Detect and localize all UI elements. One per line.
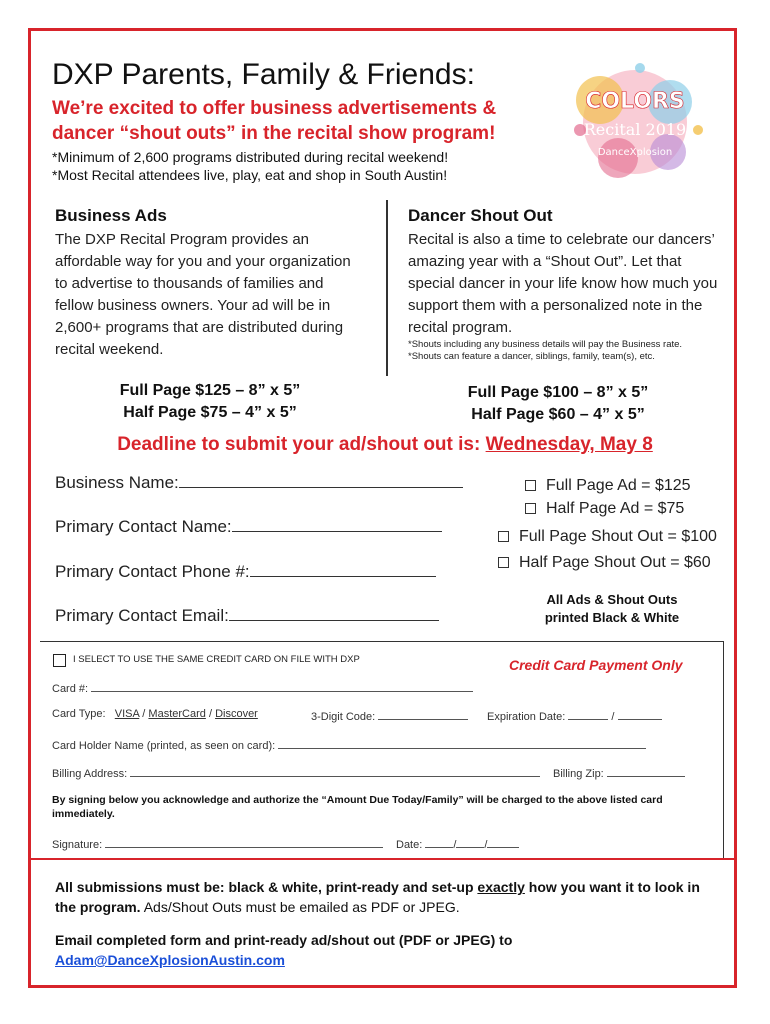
card-number-label: Card #: bbox=[52, 683, 89, 695]
date-year-field[interactable] bbox=[487, 836, 519, 848]
discover-option[interactable]: Discover bbox=[215, 708, 258, 720]
note-programs: *Minimum of 2,600 programs distributed during recital weekend! bbox=[52, 149, 449, 165]
option-half-shout-label: Half Page Shout Out = $60 bbox=[519, 554, 711, 571]
column-divider bbox=[386, 200, 388, 376]
business-name-label: Business Name: bbox=[55, 473, 179, 492]
signature-label: Signature: bbox=[52, 839, 103, 851]
bw-print-note bbox=[500, 591, 724, 627]
contact-email-label: Primary Contact Email: bbox=[55, 606, 229, 625]
business-half-page-price: Half Page $75 – 4” x 5” bbox=[123, 404, 297, 421]
date-month-field[interactable] bbox=[425, 836, 453, 848]
credit-card-only: Credit Card Payment Only bbox=[509, 657, 683, 673]
shout-full-page-price: Full Page $100 – 8” x 5” bbox=[467, 384, 649, 401]
card-type-row: Card Type: VISA / MasterCard / Discover bbox=[52, 708, 258, 720]
contact-name-label: Primary Contact Name: bbox=[55, 517, 232, 536]
billing-zip-label: Billing Zip: bbox=[553, 768, 604, 780]
card-number-field[interactable] bbox=[91, 680, 473, 692]
card-holder-label: Card Holder Name (printed, as seen on card): bbox=[52, 740, 276, 752]
option-full-ad-label: Full Page Ad = $125 bbox=[546, 477, 691, 494]
cvv-row bbox=[311, 708, 468, 723]
page-title: DXP Parents, Family & Friends: bbox=[52, 58, 475, 91]
card-type-label: Card Type: bbox=[52, 708, 106, 720]
shout-half-page-price: Half Page $60 – 4” x 5” bbox=[471, 406, 645, 423]
checkbox-icon[interactable] bbox=[525, 480, 536, 491]
req-format-note: Ads/Shout Outs must be emailed as PDF or JPEG. bbox=[140, 899, 460, 915]
business-name-row bbox=[55, 471, 463, 493]
recital-logo bbox=[560, 60, 710, 190]
option-full-shout-label: Full Page Shout Out = $100 bbox=[519, 528, 717, 545]
date-row: Date: / / bbox=[396, 836, 519, 851]
authorization-text: By signing below you acknowledge and authorize the “Amount Due Today/Family” will be charged to the above listed card immediately. bbox=[52, 794, 663, 820]
mastercard-option[interactable]: MasterCard bbox=[148, 708, 206, 720]
billing-address-field[interactable] bbox=[130, 765, 540, 777]
business-ads-prices bbox=[55, 380, 365, 424]
option-full-ad[interactable] bbox=[525, 477, 691, 495]
note-attendees: *Most Recital attendees live, play, eat and shop in South Austin! bbox=[52, 167, 448, 183]
checkbox-icon[interactable] bbox=[498, 531, 509, 542]
option-half-ad[interactable] bbox=[525, 500, 684, 518]
billing-zip-field[interactable] bbox=[607, 765, 685, 777]
req-exactly: exactly bbox=[477, 879, 525, 895]
signature-field[interactable] bbox=[105, 836, 383, 848]
date-label: Date: bbox=[396, 839, 423, 851]
shout-out-body: Recital is also a time to celebrate our dancers’ amazing year with a “Shout Out”. Let that special dancer in your life know how much you support them with a personalized note in the recital program. bbox=[408, 231, 718, 336]
email-intro: Email completed form and print-ready ad/shout out (PDF or JPEG) to bbox=[55, 932, 513, 948]
option-half-ad-label: Half Page Ad = $75 bbox=[546, 500, 685, 517]
visa-option[interactable]: VISA bbox=[114, 708, 140, 720]
billing-zip-row bbox=[553, 765, 685, 780]
contact-name-field[interactable] bbox=[232, 515, 442, 532]
checkbox-icon[interactable] bbox=[525, 503, 536, 514]
cvv-field[interactable] bbox=[378, 708, 468, 720]
option-half-shout[interactable] bbox=[498, 554, 711, 572]
billing-address-row bbox=[52, 765, 540, 780]
contact-email-row bbox=[55, 604, 439, 626]
business-full-page-price: Full Page $125 – 8” x 5” bbox=[119, 382, 301, 399]
card-holder-row bbox=[52, 737, 646, 752]
page-subtitle: We’re excited to offer business advertisements & dancer “shout outs” in the recital show program! bbox=[52, 98, 497, 144]
req-part-c: how you want it to look in the program. bbox=[55, 879, 700, 915]
checkbox-icon[interactable] bbox=[498, 557, 509, 568]
contact-phone-label: Primary Contact Phone #: bbox=[55, 562, 250, 581]
contact-name-row bbox=[55, 515, 442, 537]
signature-row bbox=[52, 836, 383, 851]
deadline-banner bbox=[0, 434, 770, 456]
contact-phone-row bbox=[55, 560, 436, 582]
card-holder-field[interactable] bbox=[278, 737, 646, 749]
business-ads-body: The DXP Recital Program provides an affordable way for you and your organization to advertise to thousands of families and fellow business owners. Your ad will be in 2,600+ programs that are distributed during recital weekend. bbox=[55, 231, 351, 358]
same-card-checkbox[interactable] bbox=[53, 654, 66, 667]
same-card-label: I SELECT TO USE THE SAME CREDIT CARD ON FILE WITH DXP bbox=[73, 654, 360, 665]
req-part-a: All submissions must be: black & white, print-ready and set-up bbox=[55, 879, 478, 895]
billing-address-label: Billing Address: bbox=[52, 768, 128, 780]
expiration-year-field[interactable] bbox=[618, 708, 662, 720]
email-instructions bbox=[55, 930, 715, 970]
contact-email-field[interactable] bbox=[229, 604, 439, 621]
business-ads-heading: Business Ads bbox=[55, 206, 167, 225]
shout-note-feature: *Shouts can feature a dancer, siblings, family, team(s), etc. bbox=[408, 351, 655, 362]
section-divider bbox=[28, 858, 737, 860]
bw-note-line1: All Ads & Shout Outs bbox=[546, 592, 678, 607]
shout-out-notes bbox=[408, 339, 718, 363]
submission-requirements bbox=[55, 877, 715, 917]
expiration-row: Expiration Date: / bbox=[487, 708, 662, 723]
logo-recital-text: Recital 2019 bbox=[583, 120, 687, 139]
expiration-label: Expiration Date: bbox=[487, 711, 566, 723]
business-name-field[interactable] bbox=[179, 471, 463, 488]
contact-phone-field[interactable] bbox=[250, 560, 436, 577]
header-notes bbox=[52, 148, 448, 184]
logo-colors-text: COLORS bbox=[585, 89, 685, 114]
option-full-shout[interactable] bbox=[498, 528, 717, 546]
date-day-field[interactable] bbox=[456, 836, 484, 848]
deadline-date: Wednesday, May 8 bbox=[485, 434, 653, 455]
bw-note-line2: printed Black & White bbox=[544, 610, 680, 625]
cvv-label: 3-Digit Code: bbox=[311, 711, 376, 723]
shout-out-prices bbox=[408, 382, 708, 426]
shout-note-business: *Shouts including any business details will pay the Business rate. bbox=[408, 339, 683, 350]
deadline-prefix: Deadline to submit your ad/shout out is: bbox=[117, 434, 486, 455]
shout-out-heading: Dancer Shout Out bbox=[408, 206, 553, 225]
expiration-month-field[interactable] bbox=[568, 708, 608, 720]
email-link[interactable]: Adam@DanceXplosionAustin.com bbox=[55, 952, 285, 968]
card-number-row bbox=[52, 680, 473, 695]
logo-brand-text: DanceXplosion bbox=[597, 147, 673, 158]
